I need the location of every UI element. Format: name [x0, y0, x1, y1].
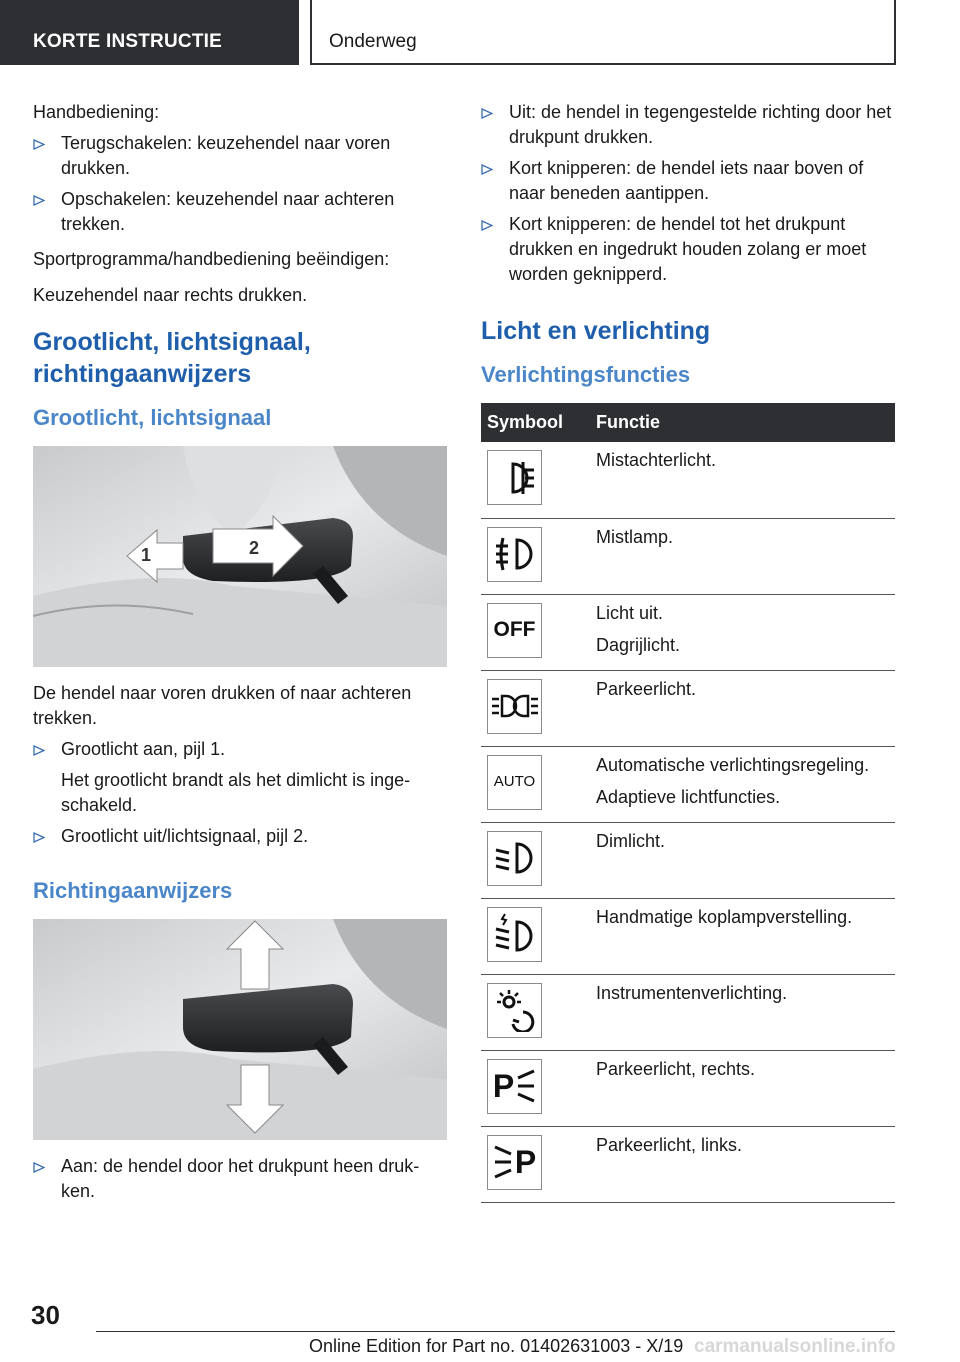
- function-text: Handmatige koplampverstelling.: [596, 906, 853, 927]
- heading-light-functions: Verlichtingsfuncties: [481, 362, 691, 387]
- footer-edition: Online Edition for Part no. 01402631003 - X/19: [309, 1336, 684, 1356]
- parking-light-left-icon: [487, 1135, 542, 1190]
- table-header-row: [481, 403, 895, 442]
- column-header-symbol: Symbool: [481, 403, 590, 442]
- sport-action-text: Keuzehendel naar rechts drukken.: [33, 285, 308, 305]
- off-icon: [487, 603, 542, 658]
- auto-icon-text: AUTO: [493, 773, 536, 790]
- function-text: Licht uit.: [596, 602, 664, 623]
- section-title: KORTE INSTRUCTIE: [33, 31, 222, 52]
- heading-indicators: Richtingaanwijzers: [33, 878, 233, 903]
- function-text: Dagrijlicht.: [596, 634, 681, 655]
- heading-high-beam-indicators: Grootlicht, lichtsignaal, richtingaanwijzers: [33, 328, 311, 388]
- parking-left-icon-text: P: [514, 1144, 537, 1180]
- manual-label: Handbediening:: [33, 102, 160, 122]
- high-beam-lever-photo: [33, 446, 447, 667]
- lever-description: De hendel naar voren drukken of naar achteren trekken.: [33, 683, 412, 728]
- chapter-tab: [310, 0, 896, 65]
- fog-light-icon: [487, 527, 542, 582]
- list-item: [481, 212, 895, 287]
- instrument-lighting-icon: [487, 983, 542, 1038]
- off-icon-text: OFF: [493, 618, 536, 641]
- parking-light-right-icon: [487, 1059, 542, 1114]
- function-text: Mistlamp.: [596, 526, 674, 547]
- list-item-text: Kort knipperen: de hendel iets naar boven of naar beneden aantippen.: [509, 158, 864, 203]
- bullet-triangle-icon: [33, 1154, 61, 1173]
- table-row: [481, 670, 895, 746]
- bullet-triangle-icon: [481, 100, 509, 119]
- bullet-triangle-icon: [33, 824, 61, 843]
- indicator-lever-photo: [33, 919, 447, 1140]
- chapter-title: Onderweg: [329, 31, 417, 52]
- list-item-text: Grootlicht aan, pijl 1.: [61, 739, 226, 759]
- table-row: [481, 746, 895, 822]
- function-text: Adaptieve lichtfuncties.: [596, 786, 781, 807]
- left-column: [33, 100, 447, 1210]
- list-item-text: Aan: de hendel door het drukpunt heen druk-ken.: [61, 1156, 420, 1201]
- column-header-function: Functie: [590, 403, 895, 442]
- list-item-text: Opschakelen: keuzehendel naar achteren trekken.: [61, 189, 395, 234]
- table-row: [481, 1050, 895, 1126]
- sport-end-text: Sportprogramma/handbediening beëindigen:: [33, 249, 390, 269]
- list-item: [33, 1154, 447, 1204]
- list-item-note: Het grootlicht brandt als het dimlicht is inge-schakeld.: [61, 770, 411, 815]
- heading-high-beam: Grootlicht, lichtsignaal: [33, 405, 272, 430]
- bullet-triangle-icon: [33, 737, 61, 756]
- function-text: Mistachterlicht.: [596, 450, 717, 470]
- table-row: [481, 518, 895, 594]
- function-text: Parkeerlicht.: [596, 678, 697, 699]
- list-item-text: Terugschakelen: keuzehendel naar voren drukken.: [61, 133, 391, 178]
- bullet-triangle-icon: [33, 187, 61, 206]
- function-text: Parkeerlicht, rechts.: [596, 1058, 756, 1079]
- arrow-label-1: 1: [141, 545, 152, 565]
- function-text: Parkeerlicht, links.: [596, 1134, 743, 1155]
- bullet-triangle-icon: [481, 156, 509, 175]
- parking-light-icon: [487, 679, 542, 734]
- list-item: [481, 156, 895, 206]
- arrow-label-2: 2: [249, 538, 260, 558]
- table-row: [481, 898, 895, 974]
- list-item: [481, 100, 895, 150]
- rear-fog-light-icon: [487, 450, 542, 505]
- function-text: Automatische verlichtingsregeling.: [596, 754, 870, 775]
- light-functions-table: [481, 403, 895, 1203]
- list-item-text: Kort knipperen: de hendel tot het drukpunt drukken en ingedrukt houden zolang er moet worden geknipperd.: [509, 214, 867, 284]
- parking-right-icon-text: P: [492, 1068, 515, 1104]
- list-item: [33, 131, 447, 181]
- headlight-range-icon: [487, 907, 542, 962]
- function-text: Instrumentenverlichting.: [596, 982, 788, 1003]
- list-item: [33, 187, 447, 237]
- heading-lights: Licht en verlichting: [481, 317, 711, 345]
- right-column: [481, 100, 895, 1203]
- table-row: [481, 442, 895, 518]
- bullet-triangle-icon: [481, 212, 509, 231]
- table-row: [481, 1126, 895, 1202]
- table-row: [481, 822, 895, 898]
- page-number: 30: [31, 1300, 60, 1330]
- watermark: carmanualsonline.info: [694, 1336, 896, 1357]
- table-row: [481, 974, 895, 1050]
- section-tab: [0, 0, 299, 65]
- list-item: [33, 824, 447, 849]
- bullet-triangle-icon: [33, 131, 61, 150]
- footer-divider: [96, 1331, 895, 1332]
- list-item-text: Grootlicht uit/lichtsignaal, pijl 2.: [61, 826, 309, 846]
- function-text: Dimlicht.: [596, 830, 666, 851]
- auto-icon: [487, 755, 542, 810]
- list-item: [33, 737, 447, 762]
- list-item-text: Uit: de hendel in tegengestelde richting door het drukpunt drukken.: [509, 102, 892, 147]
- low-beam-icon: [487, 831, 542, 886]
- table-row: [481, 594, 895, 670]
